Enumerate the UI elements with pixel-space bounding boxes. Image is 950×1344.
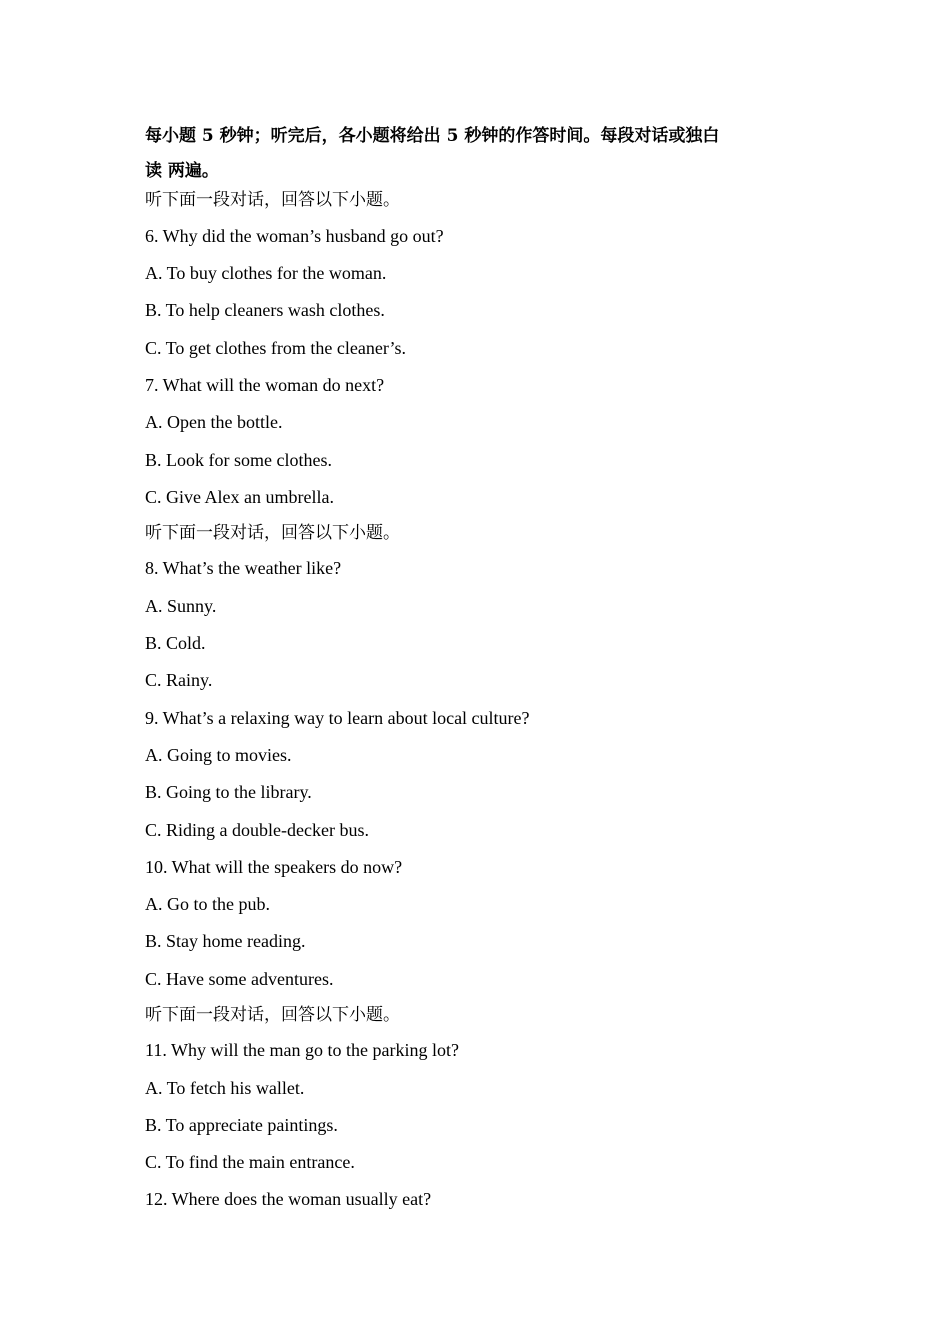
option-a: A. Open the bottle. [145, 412, 283, 432]
option-c: C. To find the main entrance. [145, 1152, 355, 1172]
option-b: B. To appreciate paintings. [145, 1115, 338, 1135]
section-prompt: 听下面一段对话，回答以下小题。 [145, 1005, 400, 1025]
option-a: A. Going to movies. [145, 745, 292, 765]
option-b: B. Cold. [145, 633, 206, 653]
question-stem: 6. Why did the woman’s husband go out? [145, 226, 444, 246]
option-b: B. Look for some clothes. [145, 450, 332, 470]
instructions-line-2: 读 两遍。 [145, 161, 219, 181]
option-b: B. Stay home reading. [145, 931, 306, 951]
question-stem: 11. Why will the man go to the parking lot? [145, 1040, 459, 1060]
option-c: C. Have some adventures. [145, 969, 334, 989]
option-a: A. Go to the pub. [145, 894, 270, 914]
question-stem: 8. What’s the weather like? [145, 558, 342, 578]
option-c: C. Riding a double-decker bus. [145, 820, 369, 840]
section-prompt: 听下面一段对话，回答以下小题。 [145, 523, 400, 543]
option-a: A. To fetch his wallet. [145, 1078, 305, 1098]
option-c: C. Rainy. [145, 670, 213, 690]
option-b: B. To help cleaners wash clothes. [145, 300, 385, 320]
option-c: C. To get clothes from the cleaner’s. [145, 338, 406, 358]
question-stem: 7. What will the woman do next? [145, 375, 385, 395]
section-prompt: 听下面一段对话，回答以下小题。 [145, 190, 400, 210]
option-c: C. Give Alex an umbrella. [145, 487, 334, 507]
question-stem: 9. What’s a relaxing way to learn about local culture? [145, 708, 530, 728]
option-a: A. Sunny. [145, 596, 217, 616]
question-stem: 10. What will the speakers do now? [145, 857, 403, 877]
instructions-line-1: 每小题 5 秒钟；听完后，各小题将给出 5 秒钟的作答时间。每段对话或独白 [145, 126, 720, 146]
option-b: B. Going to the library. [145, 782, 312, 802]
question-stem: 12. Where does the woman usually eat? [145, 1189, 432, 1209]
option-a: A. To buy clothes for the woman. [145, 263, 387, 283]
